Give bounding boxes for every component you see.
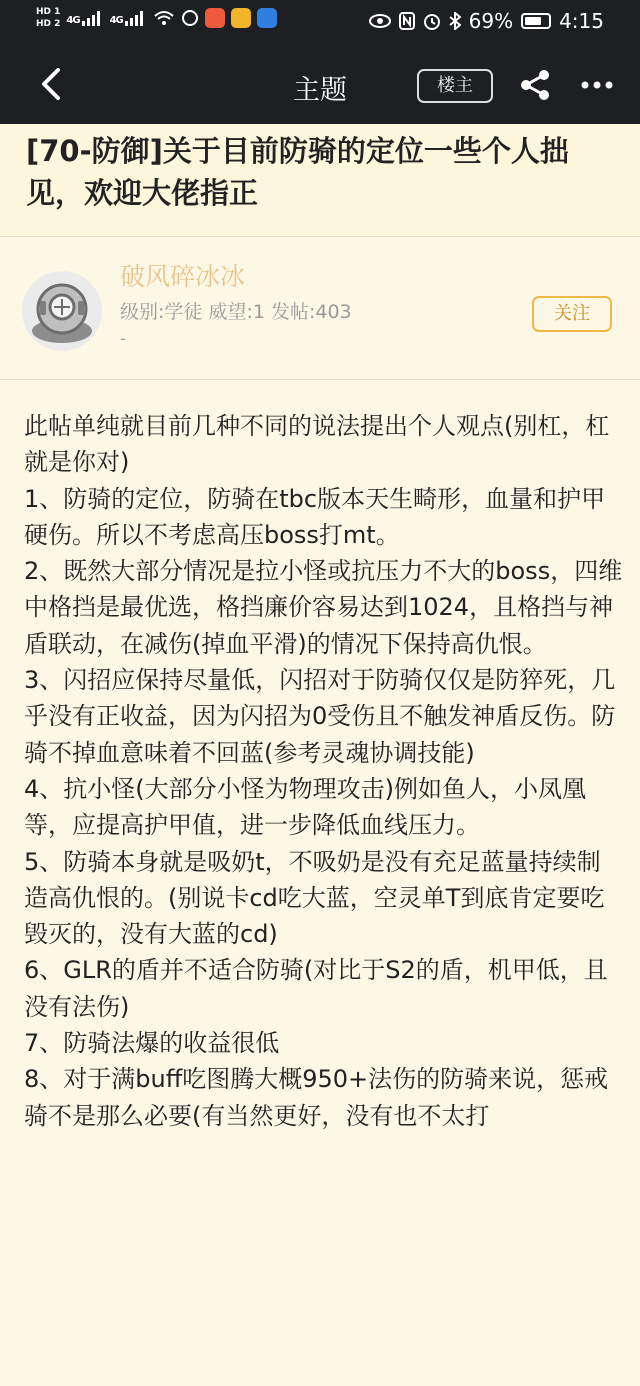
eye-icon bbox=[369, 13, 391, 29]
post-title: [70-防御]关于目前防骑的定位一些个人拙见，欢迎大佬指正 bbox=[26, 134, 569, 210]
paragraph: 2、既然大部分情况是拉小怪或抗压力不大的boss，四维中格挡是最优选，格挡廉价容易达到1024，且格挡与神盾联动，在减伤(掉血平滑)的情况下保持高仇恨。 bbox=[24, 557, 623, 658]
app-notification-icon bbox=[205, 8, 225, 28]
signal-2 bbox=[110, 10, 147, 26]
sync-icon bbox=[181, 9, 199, 27]
network-type-2: 4G bbox=[109, 15, 123, 26]
page-title: 主题 bbox=[293, 75, 347, 106]
paragraph: 5、防骑本身就是吸奶t，不吸奶是没有充足蓝量持续制造高仇恨的。(别说卡cd吃大蓝，空灵单T到底肯定要吃毁灭的，没有大蓝的cd) bbox=[24, 847, 605, 949]
author-extra: - bbox=[120, 329, 126, 348]
post-content bbox=[24, 408, 624, 1134]
post-title-section bbox=[0, 124, 640, 237]
signal-bars-icon bbox=[82, 10, 104, 26]
share-icon[interactable] bbox=[518, 68, 552, 102]
diver-helmet-icon bbox=[22, 271, 102, 351]
paragraph: 1、防骑的定位，防骑在tbc版本天生畸形，血量和护甲硬伤。所以不考虑高压boss打mt。 bbox=[24, 484, 606, 549]
paragraph: 此帖单纯就目前几种不同的说法提出个人观点(别杠，杠就是你对) bbox=[24, 412, 610, 477]
mail-icon bbox=[231, 8, 251, 28]
signal-bars-icon bbox=[125, 10, 147, 26]
hd-indicator bbox=[36, 6, 60, 30]
paragraph: 6、GLR的盾并不适合防骑(对比于S2的盾，机甲低，且没有法伤) bbox=[24, 956, 608, 1021]
status-right bbox=[369, 9, 604, 33]
author-name[interactable]: 破风碎冰冰 bbox=[120, 262, 246, 291]
hd1-label: HD 1 bbox=[36, 7, 61, 17]
network-type-1: 4G bbox=[66, 15, 80, 26]
follow-button[interactable]: 关注 bbox=[532, 296, 612, 332]
clock: 4:15 bbox=[559, 9, 604, 33]
paragraph: 7、防骑法爆的收益很低 bbox=[24, 1029, 280, 1058]
author-only-button[interactable]: 楼主 bbox=[417, 69, 493, 103]
alarm-icon bbox=[423, 12, 441, 30]
wifi-icon bbox=[153, 9, 175, 27]
author-meta: 级别:学徒 威望:1 发帖:403 bbox=[120, 301, 352, 323]
hd2-label: HD 2 bbox=[36, 19, 61, 29]
bulb-app-icon bbox=[257, 8, 277, 28]
status-bar bbox=[0, 0, 640, 44]
status-left bbox=[36, 6, 277, 30]
avatar[interactable] bbox=[22, 271, 102, 351]
paragraph: 8、对于满buff吃图腾大概950+法伤的防骑来说，惩戒骑不是那么必要(有当然更好，没有也不太打 bbox=[24, 1065, 609, 1130]
paragraph: 4、抗小怪(大部分小怪为物理攻击)例如鱼人，小凤凰等，应提高护甲值，进一步降低血线压力。 bbox=[24, 774, 586, 840]
nfc-icon bbox=[399, 12, 415, 30]
battery-icon bbox=[521, 13, 551, 29]
top-bar bbox=[0, 0, 640, 124]
paragraph: 3、闪招应保持尽量低，闪招对于防骑仅仅是防猝死，几乎没有正收益，因为闪招为0受伤且不触发神盾反伤。防骑不掉血意味着不回蓝(参考灵魂协调技能) bbox=[24, 666, 616, 767]
battery-percent: 69% bbox=[468, 9, 514, 33]
author-card bbox=[0, 237, 640, 380]
bluetooth-icon bbox=[449, 12, 461, 30]
signal-1 bbox=[66, 10, 103, 26]
nav-bar bbox=[0, 44, 640, 124]
more-icon[interactable] bbox=[580, 80, 614, 90]
